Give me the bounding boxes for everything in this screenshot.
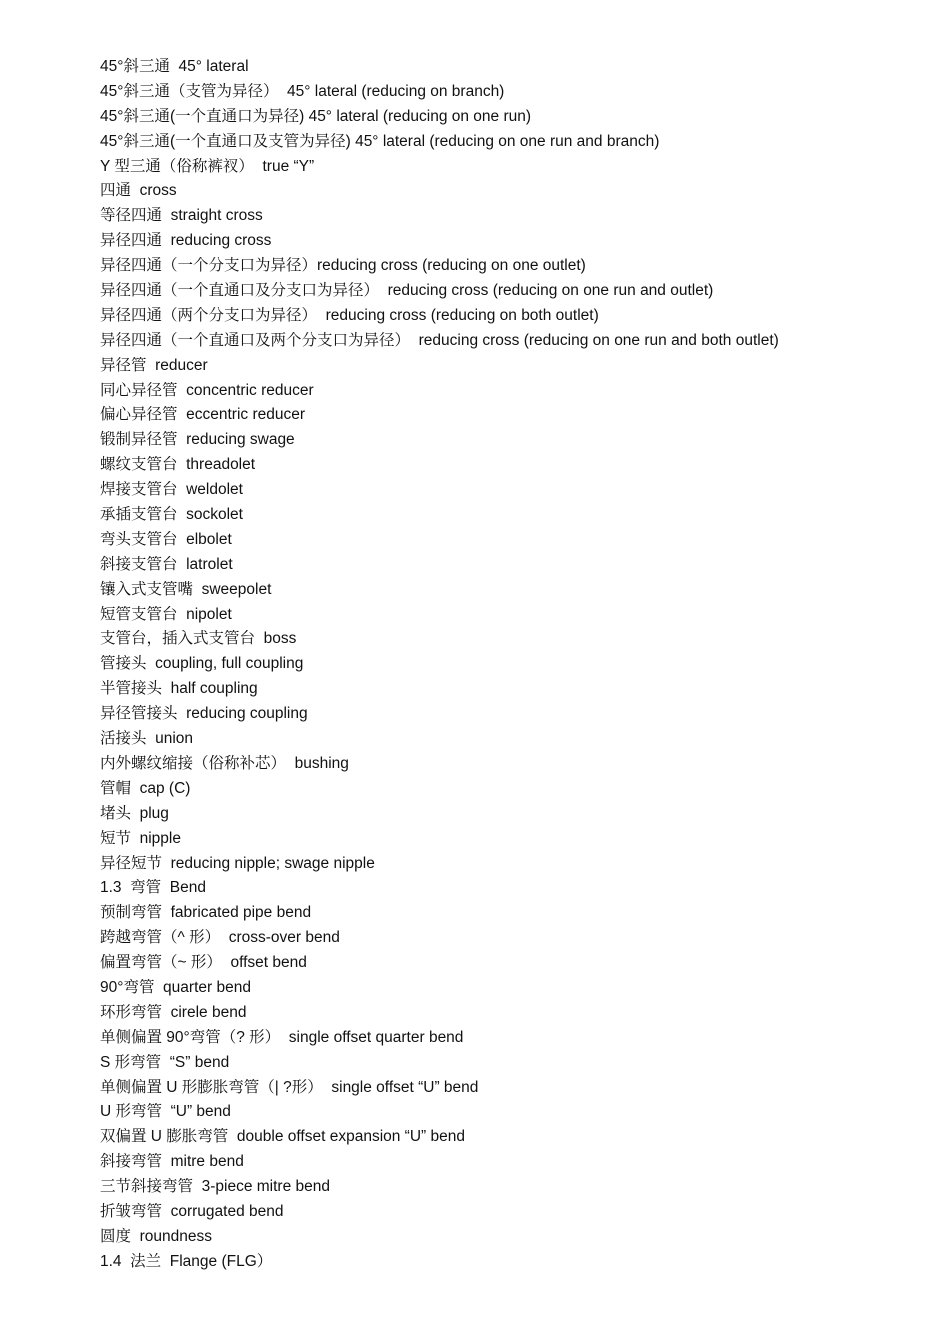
text-line: 短节 nipple — [100, 829, 181, 847]
text-line: S 形弯管 “S” bend — [100, 1053, 230, 1071]
text-line: 同心异径管 concentric reducer — [100, 381, 314, 399]
text-line: 内外螺纹缩接（俗称补芯） bushing — [100, 754, 349, 772]
text-line: 90°弯管 quarter bend — [100, 978, 251, 996]
text-line: Y 型三通（俗称裤衩） true “Y” — [100, 157, 315, 175]
text-line: 异径四通（两个分支口为异径） reducing cross (reducing on both outlet) — [100, 306, 599, 324]
text-line: 双偏置 U 膨胀弯管 double offset expansion “U” bend — [100, 1128, 465, 1146]
text-line: 斜接支管台 latrolet — [100, 555, 233, 573]
text-line: 四通 cross — [100, 182, 177, 200]
text-line: 异径四通（一个分支口为异径）reducing cross (reducing on one outlet) — [100, 257, 586, 275]
text-line: 预制弯管 fabricated pipe bend — [100, 904, 312, 922]
text-line: 锻制异径管 reducing swage — [100, 431, 295, 449]
text-line: 弯头支管台 elbolet — [100, 530, 232, 548]
text-line: 镶入式支管嘴 sweepolet — [100, 580, 272, 598]
text-line: 跨越弯管（^ 形） cross-over bend — [100, 929, 340, 947]
text-line: 1.4 法兰 Flange (FLG） — [100, 1252, 273, 1270]
text-line: 偏心异径管 eccentric reducer — [100, 406, 305, 424]
text-line: 异径管接头 reducing coupling — [100, 705, 308, 723]
text-line: 单侧偏置 U 形膨胀弯管（| ?形） single offset “U” bend — [100, 1078, 479, 1096]
text-line: 异径四通（一个直通口及两个分支口为异径） reducing cross (reducing on one run and both outlet) — [100, 331, 779, 349]
text-line: 异径短节 reducing nipple; swage nipple — [100, 854, 375, 872]
text-line: 45°斜三通(一个直通口及支管为异径) 45° lateral (reducing on one run and branch) — [100, 132, 660, 150]
text-line: 45°斜三通(一个直通口为异径) 45° lateral (reducing on one run) — [100, 107, 532, 125]
text-line: 异径四通 reducing cross — [100, 232, 272, 250]
text-line: U 形弯管 “U” bend — [100, 1103, 231, 1121]
text-line: 1.3 弯管 Bend — [100, 879, 206, 897]
document-page — [100, 55, 930, 1275]
text-line: 支管台，插入式支管台 boss — [100, 630, 297, 648]
text-line: 45°斜三通（支管为异径） 45° lateral (reducing on branch) — [100, 82, 505, 100]
text-line: 环形弯管 cirele bend — [100, 1003, 247, 1021]
text-line: 等径四通 straight cross — [100, 207, 263, 225]
text-line: 活接头 union — [100, 730, 194, 748]
text-line: 单侧偏置 90°弯管（? 形） single offset quarter bend — [100, 1028, 464, 1046]
text-line: 异径四通（一个直通口及分支口为异径） reducing cross (reducing on one run and outlet) — [100, 282, 714, 300]
text-line: 半管接头 half coupling — [100, 680, 258, 698]
text-line: 异径管 reducer — [100, 356, 208, 374]
text-line: 堵头 plug — [100, 804, 169, 822]
text-line: 45°斜三通 45° lateral — [100, 58, 249, 75]
text-line: 焊接支管台 weldolet — [100, 481, 243, 499]
text-line: 折皱弯管 corrugated bend — [100, 1202, 284, 1220]
text-line: 偏置弯管（~ 形） offset bend — [100, 954, 307, 972]
text-line: 管帽 cap (C) — [100, 779, 191, 797]
text-line: 承插支管台 sockolet — [100, 506, 243, 524]
text-line: 圆度 roundness — [100, 1227, 212, 1245]
text-line: 螺纹支管台 threadolet — [100, 456, 256, 474]
text-line: 斜接弯管 mitre bend — [100, 1153, 244, 1171]
text-line: 管接头 coupling, full coupling — [100, 655, 304, 673]
text-line: 三节斜接弯管 3-piece mitre bend — [100, 1178, 330, 1196]
text-line: 短管支管台 nipolet — [100, 605, 232, 623]
